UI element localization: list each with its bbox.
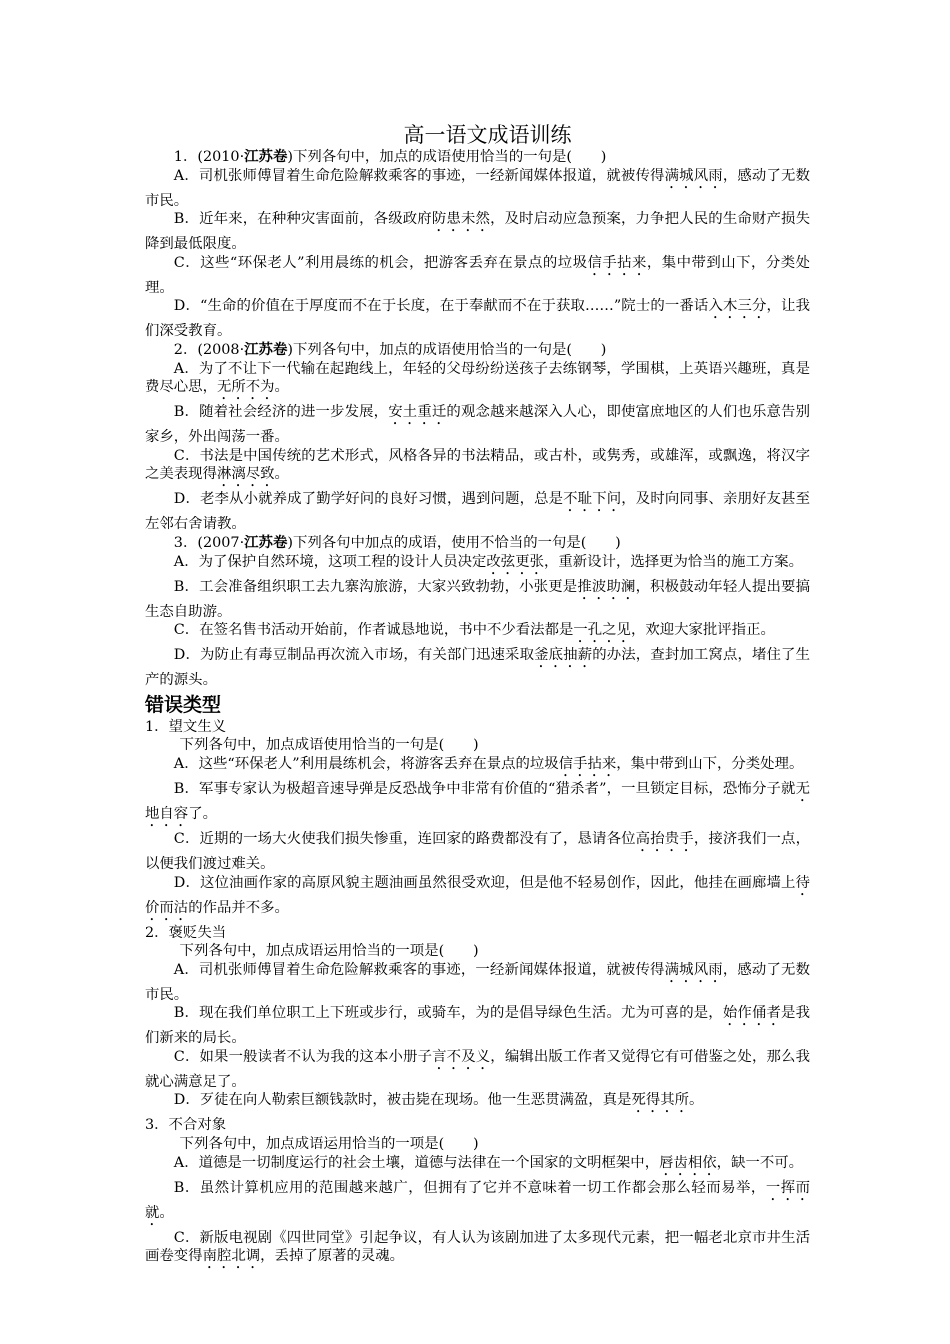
emphasized-idiom: 防患未然 xyxy=(431,211,491,228)
option-text: D．这位油画作家的高原风貌主题油画虽然很受欢迎，但是他不轻易创作，因此，他挂在画廊墙上 xyxy=(173,874,796,891)
option-item xyxy=(145,553,810,578)
option-text: ，积极鼓动年轻人提出要搞生态自助游。 xyxy=(145,578,810,620)
option-item xyxy=(145,830,810,874)
option-item xyxy=(145,167,810,211)
emphasized-idiom: 死得其所 xyxy=(631,1092,690,1109)
option-text: B．随着社会经济的进一步发展， xyxy=(173,404,389,421)
question-source: 江苏卷 xyxy=(244,340,288,358)
option-text: 的观念越来越深入人心，即使富庶地区的人们也乐意告别家乡，外出闯荡一番。 xyxy=(145,404,810,446)
question-text: )下列各句中加点的成语，使用不恰当的一句是( ) xyxy=(287,534,621,551)
option-item xyxy=(145,360,810,404)
emphasized-idiom: 推波助澜 xyxy=(577,578,636,595)
option-text: 的作品并不多。 xyxy=(188,899,289,916)
option-item xyxy=(145,297,810,341)
option-text: ，及时向同事、亲朋好友甚至左邻右舍请教。 xyxy=(145,491,810,533)
error-type-list xyxy=(145,718,810,1273)
option-text: ，让我们深受教育。 xyxy=(145,298,810,340)
emphasized-idiom: 入木三分 xyxy=(708,298,767,315)
error-type-heading: 1．望文生义 xyxy=(145,718,227,735)
option-text: 。 xyxy=(159,1204,174,1221)
option-text: ，欢迎大家批评指正。 xyxy=(630,622,775,639)
option-text: D．歹徒在向人勒索巨额钱款时，被击毙在现场。他一生恶贯满盈，真是 xyxy=(173,1092,632,1109)
question-stem xyxy=(145,534,810,553)
option-text: B．虽然计算机应用的范围越来越广，但拥有了它并不意味着一切工作都会那么轻而易举， xyxy=(173,1179,766,1196)
question-number: 1．(2010· xyxy=(173,149,245,165)
option-text: ，丢掉了原著的灵魂。 xyxy=(260,1248,405,1265)
question-source: 江苏卷 xyxy=(244,148,288,165)
emphasized-idiom: 釜底抽薪 xyxy=(534,647,593,664)
option-item xyxy=(145,254,810,298)
question-stem xyxy=(145,341,810,360)
option-text: ，集中带到山下，分类处理。 xyxy=(145,254,810,296)
question-source: 江苏卷 xyxy=(244,533,288,551)
emphasized-idiom: 无所不为 xyxy=(216,379,275,396)
option-text: ，感动了无数市民。 xyxy=(145,167,810,209)
question-number: 2．(2008· xyxy=(173,341,245,358)
option-text: ，缺一不可。 xyxy=(716,1154,804,1171)
option-item xyxy=(145,1004,810,1048)
emphasized-idiom: 安土重迁 xyxy=(388,404,447,421)
option-text: B．工会准备组织职工去九寨沟旅游，大家兴致勃勃，小张更是 xyxy=(173,578,578,595)
option-item xyxy=(145,578,810,622)
option-item xyxy=(145,646,810,690)
emphasized-idiom: 不耻下问 xyxy=(563,491,622,508)
option-item xyxy=(145,1154,810,1179)
emphasized-idiom: 一孔之见 xyxy=(573,622,631,639)
option-text: C．在签名售书活动开始前，作者诚恳地说，书中不少看法都是 xyxy=(173,622,574,639)
option-text: A．道德是一切制度运行的社会土壤，道德与法律在一个国家的文明框架中， xyxy=(173,1154,660,1171)
emphasized-idiom: 高抬贵手 xyxy=(635,830,694,847)
emphasized-idiom: 待价而沽 xyxy=(145,874,810,916)
option-text: ，感动了无数市民。 xyxy=(145,961,810,1003)
question-stem: 下列各句中，加点成语运用恰当的一项是( ) xyxy=(179,943,479,960)
option-item xyxy=(145,961,810,1005)
option-text: B．近年来，在种种灾害面前，各级政府 xyxy=(173,211,432,228)
question-stem: 下列各句中，加点成语使用恰当的一句是( ) xyxy=(179,737,479,754)
option-text: ，及时启动应急预案，力争把人民的生命财产损失降到最低限度。 xyxy=(145,211,810,253)
option-item xyxy=(145,780,810,830)
option-text: C．书法是中国传统的艺术形式，风格各异的书法精品，或古朴，或隽秀，或雄浑，或飘逸，将汉字之美表现得 xyxy=(145,447,810,483)
question-stem xyxy=(145,148,810,167)
document-page xyxy=(145,122,810,1272)
option-item xyxy=(145,755,810,780)
option-text: 。 xyxy=(689,1092,704,1109)
option-text: A．司机张师傅冒着生命危险解救乘客的事迹，一经新闻媒体报道，就被传得 xyxy=(173,167,665,184)
option-text: 是我们新来的局长。 xyxy=(145,1005,810,1047)
option-text: C．近期的一场大火使我们损失惨重，连回家的路费都没有了，恳请各位 xyxy=(173,830,636,847)
option-text: 了。 xyxy=(188,805,217,822)
emphasized-idiom: 言不及义 xyxy=(432,1048,491,1065)
option-item xyxy=(145,1229,810,1273)
emphasized-idiom: 改弦更张 xyxy=(486,553,544,570)
emphasized-idiom: 始作俑者 xyxy=(722,1005,782,1022)
option-text: D．为防止有毒豆制品再次流入市场，有关部门迅速采取 xyxy=(173,647,535,664)
emphasized-idiom: 淋漓尽致 xyxy=(216,466,275,483)
option-item xyxy=(145,1048,810,1092)
emphasized-idiom: 无地自容 xyxy=(145,780,810,822)
option-text: A．为了不让下一代输在起跑线上，年轻的父母纷纷送孩子去练钢琴，学围棋，上英语兴趣班，真是费尽心思， xyxy=(145,360,810,396)
option-item xyxy=(145,403,810,447)
option-item xyxy=(145,447,810,491)
option-text: 。 xyxy=(274,466,289,483)
option-text: ，接济我们一点，以便我们渡过难关。 xyxy=(145,830,810,872)
option-text: ，重新设计，选择更为恰当的施工方案。 xyxy=(543,553,804,570)
option-text: A．司机张师傅冒着生命危险解救乘客的事迹，一经新闻媒体报道，就被传得 xyxy=(173,961,665,978)
emphasized-idiom: 唇齿相依 xyxy=(659,1154,717,1171)
question-number: 3．(2007· xyxy=(173,534,245,551)
page-title: 高一语文成语训练 xyxy=(403,123,572,147)
question-list xyxy=(145,148,810,690)
option-item xyxy=(145,490,810,534)
question-text: )下列各句中，加点的成语使用恰当的一句是( ) xyxy=(287,149,607,165)
emphasized-idiom: 信手拈来 xyxy=(558,755,617,772)
emphasized-idiom: 南腔北调 xyxy=(202,1248,261,1265)
option-text: B．军事专家认为极超音速导弹是反恐战争中非常有价值的“猎杀者”，一旦锁定目标，恐怖分子就 xyxy=(173,780,796,797)
option-text: A．为了保护自然环境，这项工程的设计人员决定 xyxy=(173,553,487,570)
option-text: ，编辑出版工作者又觉得它有可借鉴之处，那么我就心满意足了。 xyxy=(145,1048,810,1090)
option-text: A．这些“环保老人”利用晨练机会，将游客丢弃在景点的垃圾 xyxy=(173,755,559,772)
question-text: )下列各句中，加点的成语使用恰当的一句是( ) xyxy=(287,341,607,358)
option-text: B．现在我们单位职工上下班或步行，或骑车，为的是倡导绿色生活。尤为可喜的是， xyxy=(173,1005,723,1022)
option-text: C．如果一般读者不认为我的这本小册子 xyxy=(173,1048,433,1065)
emphasized-idiom: 满城风雨 xyxy=(664,167,723,184)
option-item xyxy=(145,874,810,924)
option-text: 的办法，查封加工窝点，堵住了生产的源头。 xyxy=(145,647,810,689)
emphasized-idiom: 信手拈来 xyxy=(587,254,647,271)
question-stem: 下列各句中，加点成语运用恰当的一项是( ) xyxy=(179,1136,479,1153)
option-item xyxy=(145,621,810,646)
error-type-heading: 2．褒贬失当 xyxy=(145,924,227,941)
option-text: D．老李从小就养成了勤学好问的良好习惯，遇到问题，总是 xyxy=(173,491,564,508)
option-item xyxy=(145,1179,810,1229)
option-item xyxy=(145,1091,810,1116)
option-item xyxy=(145,210,810,254)
option-text: ，集中带到山下，分类处理。 xyxy=(616,755,804,772)
section-title: 错误类型 xyxy=(145,693,222,716)
option-text: C．这些“环保老人”利用晨练的机会，把游客丢弃在景点的垃圾 xyxy=(173,254,588,271)
emphasized-idiom: 一挥而就 xyxy=(145,1179,810,1221)
option-text: 。 xyxy=(274,379,289,396)
option-text: C．新版电视剧《四世同堂》引起争议，有人认为该剧加进了太多现代元素，把一幅老北京市井生活画卷变得 xyxy=(145,1229,810,1265)
error-type-heading: 3．不合对象 xyxy=(145,1117,227,1134)
option-text: D．“生命的价值在于厚度而不在于长度，在于奉献而不在于获取……”院士的一番话 xyxy=(173,298,709,315)
emphasized-idiom: 满城风雨 xyxy=(664,961,723,978)
